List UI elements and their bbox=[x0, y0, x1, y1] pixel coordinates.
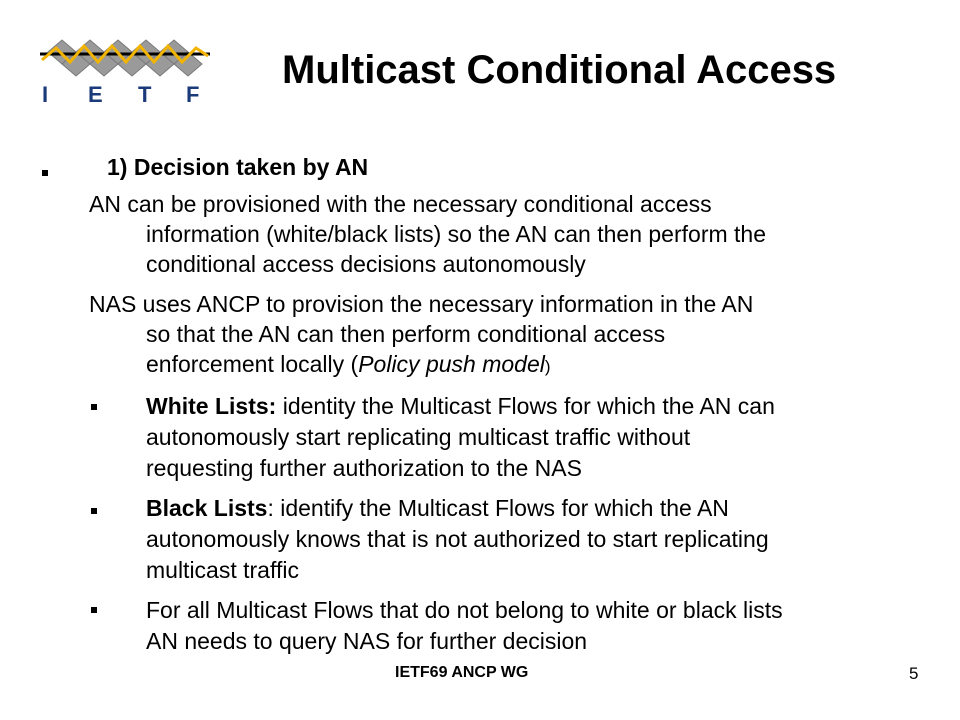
slide-title: Multicast Conditional Access bbox=[282, 48, 837, 92]
white-lists-label: White Lists: bbox=[146, 393, 277, 419]
ietf-logo-graphic bbox=[30, 30, 220, 110]
bullet2-line3: multicast traffic bbox=[146, 557, 299, 583]
bullet1-line1-text: identity the Multicast Flows for which the AN can bbox=[276, 393, 775, 419]
bullet3-line1: For all Multicast Flows that do not belong to white or black lists bbox=[146, 597, 783, 623]
bullet-square-icon bbox=[91, 607, 97, 613]
para2-close-paren: ) bbox=[544, 357, 551, 376]
bullet2-line1 bbox=[146, 494, 729, 523]
para1-line1: AN can be provisioned with the necessary conditional access bbox=[89, 191, 712, 217]
bullet2-line2: autonomously knows that is not authorized to start replicating bbox=[146, 526, 769, 552]
ietf-logo bbox=[30, 30, 220, 110]
policy-push-model-text: Policy push model bbox=[358, 351, 545, 377]
bullet2-line1-text: : identify the Multicast Flows for which the AN bbox=[267, 495, 729, 521]
bullet1-line2: autonomously start replicating multicast traffic without bbox=[146, 424, 691, 450]
bullet-square-icon bbox=[91, 508, 97, 514]
bullet-square-icon bbox=[91, 404, 97, 410]
logo-letter-e: E bbox=[88, 82, 103, 107]
black-lists-label: Black Lists bbox=[146, 495, 268, 521]
para2-line3-text: enforcement locally ( bbox=[146, 351, 359, 377]
para2-line2: so that the AN can then perform conditional access bbox=[146, 321, 666, 347]
section-heading: 1) Decision taken by AN bbox=[107, 154, 369, 180]
para1-line3: conditional access decisions autonomously bbox=[146, 251, 586, 277]
para2-line1: NAS uses ANCP to provision the necessary information in the AN bbox=[89, 291, 754, 317]
logo-letter-t: T bbox=[138, 82, 152, 107]
logo-letter-f: F bbox=[186, 82, 200, 107]
bullet-square-icon bbox=[42, 170, 48, 176]
bullet1-line3: requesting further authorization to the NAS bbox=[146, 455, 582, 481]
para2-line3 bbox=[146, 350, 551, 381]
para1-line2: information (white/black lists) so the AN can then perform the bbox=[146, 221, 767, 247]
logo-letter-i: I bbox=[42, 82, 49, 107]
footer-text: IETF69 ANCP WG bbox=[395, 664, 529, 681]
bullet3-line2: AN needs to query NAS for further decision bbox=[146, 628, 588, 654]
bullet1-line1 bbox=[146, 392, 775, 421]
page-number: 5 bbox=[909, 664, 919, 683]
